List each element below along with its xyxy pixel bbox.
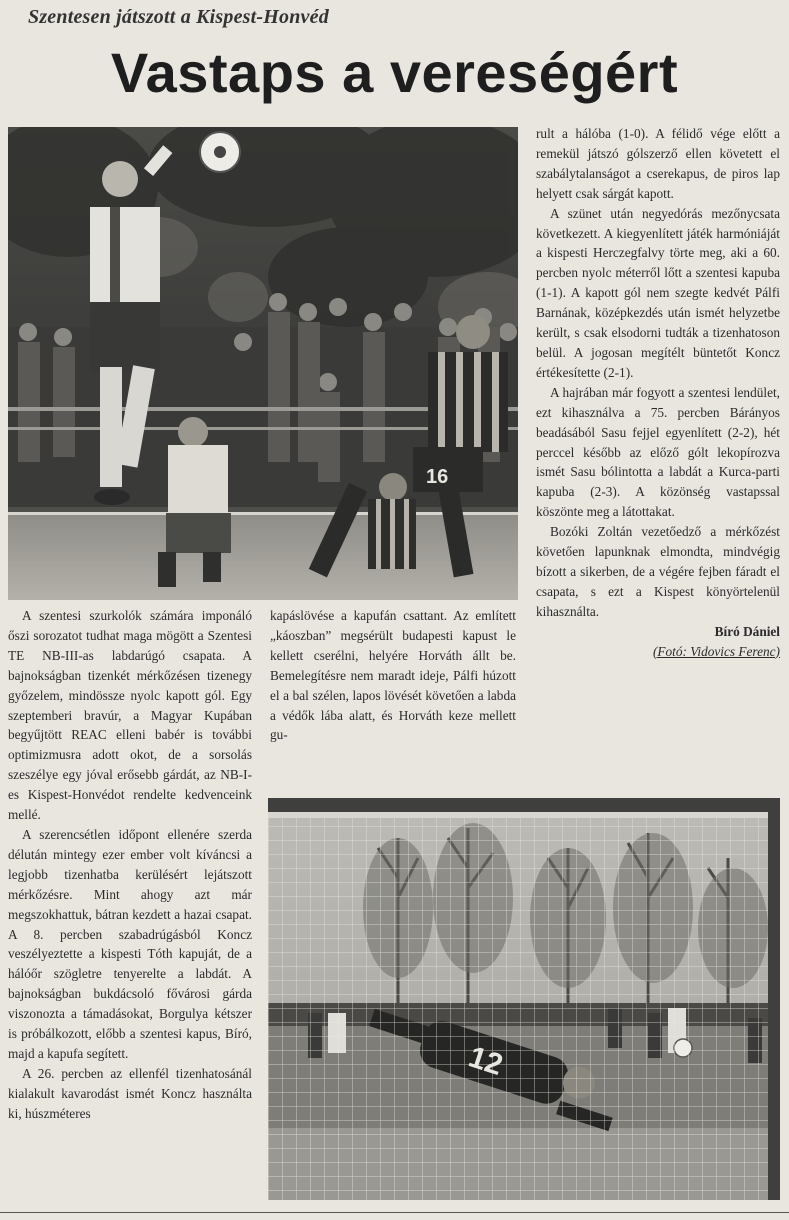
article-column-left (8, 606, 252, 1124)
paragraph-finale: A hajrában már fogyott a szentesi lendület, ezt kihasználva a 75. percben Bárányos beadásából Sasu fejjel egyenlített (2-2), hét perccel később az előző gólt lekopírozva ismét Sasu bólintotta a labdát a Kurca-parti kapuba (2-3). A közönség vastapssal köszönte meg a látottakat. (536, 384, 780, 520)
article-column-right (536, 124, 780, 661)
paragraph-coach-quote: Bozóki Zoltán vezetőedző a mérkőzést követően lapunknak elmondta, mindvégig bízott a sikerben, de a végére fejben fáradt el csapata, s ezt a Kispest könyörtelenül kihasználta. (536, 524, 780, 619)
match-photo-goalkeeper (8, 127, 518, 600)
page-bottom-rule (0, 1212, 789, 1213)
paragraph-continuation: kapáslövése a kapufán csattant. Az említett „káoszban” megsérült budapesti kapust le kellett cserélni, helyére Horváth állt be. Bemelegítésre nem maradt ideje, Pálfi húzott el a bal szélen, lapos lövését követően a labda a védők lába alatt, és Horváth keze mellett gu- (270, 608, 516, 743)
kicker: Szentesen játszott a Kispest-Honvéd (28, 6, 329, 28)
paragraph-halftime: rult a hálóba (1-0). A félidő vége előtt a remekül játszó gólszerző ellen követett el szabálytalanságot a cserekapus, de piros lap helyett csak sárgát kapott. (536, 126, 780, 201)
match-photo-diving-keeper (268, 798, 780, 1200)
paragraph-second-half: A szünet után negyedórás mezőnycsata következett. A kiegyenlített játék harmóniáját a kispesti Herczegfalvy törte meg, aki a 60. percben nyolc méterről lőtt a szentesi kapuba (1-1). A kapott gól nem szegte kedvét Pálfi Barnának, középkezdés után ismét helyzetbe került, s csak elsodorni tudták a tizenhatoson belül. A jogosan megítélt büntetőt Koncz értékesítette (2-1). (536, 205, 780, 380)
paragraph-intro: A szentesi szurkolók számára imponáló őszi sorozatot tudhat maga mögött a Szentesi TE NB-III-as labdarúgó csapata. A bajnokságban tizenkét mérkőzésen tizenegy győzelem, mindössze nyolc kapott gól. Egy szeptemberi bravúr, a Magyar Kupában begyűjtött REAC elleni babér is további optimizmusra adott okot, de a sorsolás szeszélye egy jóval erősebb gárdát, az NB-I-es Kispest-Honvédot rendelte kedvenceink mellé. (8, 608, 252, 823)
paragraph-26th-minute: A 26. percben az ellenfél tizenhatosánál kialakult kavarodást ismét Koncz használta ki, húszméteres (8, 1065, 252, 1121)
author-name: Bíró Dániel (714, 623, 780, 639)
photo-credit: (Fotó: Vidovics Ferenc) (652, 643, 780, 659)
jersey-number-16: 16 (426, 466, 449, 488)
headline: Vastaps a vereségért (110, 41, 679, 104)
paragraph-first-half: A szerencsétlen időpont ellenére szerda délután mintegy ezer ember volt kíváncsi a legjobb tizenhatba kerülésért lejátszott mérkőzésre. Mint ahogy azt már megszokhattuk, bátran kezdett a hazai csapat. A 8. percben szabadrúgásból Koncz veszélyeztette a kispesti Tóth kapuját, de a hálóőr szögletre tenyerelte a labdát. A bajnokságban bukdácsoló fővárosi gárda viszonozta a támadásokat, Borgulya kétszer is próbálkozott, előbb a szentesi kapus, Bíró, majd a kapufa segített. (8, 826, 252, 1061)
article-column-middle (270, 606, 516, 745)
